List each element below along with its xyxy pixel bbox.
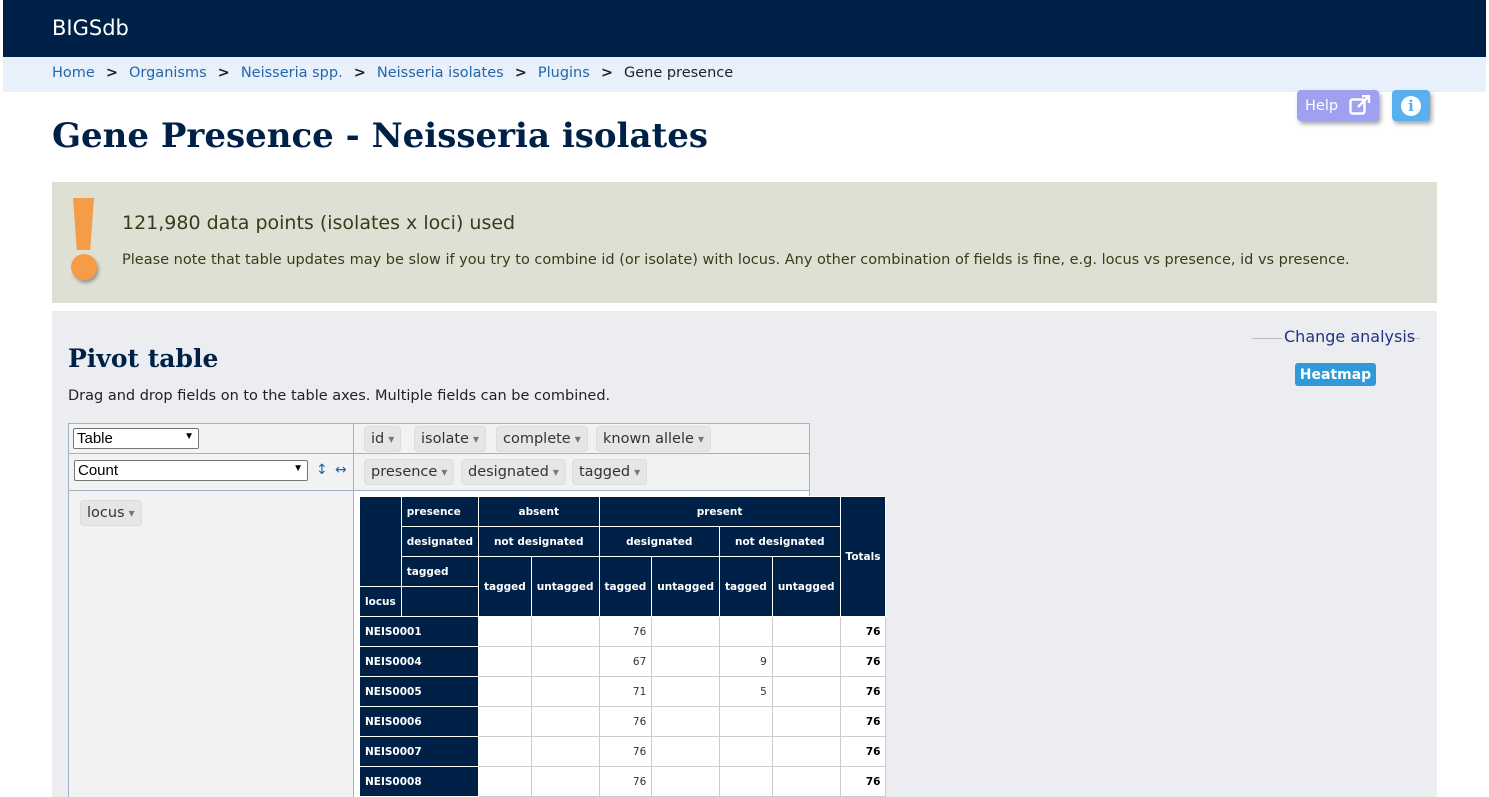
col-attr-designated: designated	[401, 527, 478, 557]
table-cell[interactable]	[652, 617, 720, 647]
field-chip-isolate[interactable]: isolate ▾	[414, 426, 486, 452]
help-label: Help	[1305, 97, 1339, 114]
col-label-untagged[interactable]: untagged	[652, 557, 720, 617]
col-label-tagged[interactable]: tagged	[599, 557, 652, 617]
chevron-down-icon: ▼	[293, 463, 303, 474]
row-fields-area[interactable]	[68, 490, 354, 797]
table-cell[interactable]	[531, 737, 599, 767]
exclamation-icon	[70, 198, 100, 278]
renderer-value: Table	[77, 430, 113, 447]
row-attr-locus: locus	[360, 587, 402, 617]
breadcrumb-neisseria-isolates[interactable]: Neisseria isolates	[376, 65, 504, 81]
table-row	[360, 707, 886, 737]
aggregator-cell	[68, 453, 354, 491]
breadcrumb	[52, 65, 733, 81]
table-cell[interactable]	[531, 707, 599, 737]
row-attr-spacer	[401, 587, 478, 617]
col-group-absent[interactable]: absent	[479, 497, 600, 527]
breadcrumb-home[interactable]: Home	[52, 65, 95, 81]
table-cell[interactable]	[652, 707, 720, 737]
table-cell[interactable]: 76	[599, 707, 652, 737]
external-link-icon	[1349, 95, 1371, 119]
row-total[interactable]: 76	[840, 647, 886, 677]
row-label[interactable]: NEIS0004	[360, 647, 479, 677]
table-cell[interactable]: 9	[720, 647, 773, 677]
table-row	[360, 767, 886, 797]
warning-box	[52, 182, 1437, 303]
table-cell[interactable]	[479, 647, 532, 677]
breadcrumb-separator: >	[217, 65, 230, 81]
row-sort-icon[interactable]: ↕	[316, 462, 328, 478]
row-total[interactable]: 76	[840, 617, 886, 647]
pivot-panel	[52, 311, 1437, 797]
change-analysis-label: Change analysis	[1284, 327, 1416, 346]
table-cell[interactable]	[720, 617, 773, 647]
table-row	[360, 677, 886, 707]
table-cell[interactable]	[531, 647, 599, 677]
table-row	[360, 617, 886, 647]
field-chip-tagged[interactable]: tagged ▾	[572, 459, 647, 485]
dropdown-triangle-icon: ▾	[634, 465, 641, 479]
table-cell[interactable]	[652, 677, 720, 707]
breadcrumb-separator: >	[514, 65, 527, 81]
page-title: Gene Presence - Neisseria isolates	[52, 116, 708, 156]
table-cell[interactable]	[479, 677, 532, 707]
table-cell[interactable]	[720, 707, 773, 737]
table-cell[interactable]	[531, 617, 599, 647]
col-group-present[interactable]: present	[599, 497, 840, 527]
table-cell[interactable]	[652, 767, 720, 797]
col-sort-icon[interactable]: ↔	[335, 462, 347, 478]
aggregator-value: Count	[78, 462, 119, 479]
col-group-designated[interactable]: designated	[599, 527, 720, 557]
table-cell[interactable]: 71	[599, 677, 652, 707]
table-cell[interactable]	[772, 677, 840, 707]
row-label[interactable]: NEIS0006	[360, 707, 479, 737]
warning-title: 121,980 data points (isolates x loci) used	[122, 212, 516, 234]
unused-fields-area[interactable]	[353, 423, 810, 454]
table-cell[interactable]	[652, 647, 720, 677]
field-chip-locus[interactable]: locus ▾	[80, 500, 142, 526]
table-cell[interactable]	[531, 767, 599, 797]
table-cell[interactable]	[479, 737, 532, 767]
breadcrumb-plugins[interactable]: Plugins	[537, 65, 590, 81]
chevron-down-icon: ▼	[184, 431, 194, 442]
top-bar	[3, 0, 1486, 57]
table-cell[interactable]	[772, 737, 840, 767]
brand-logo[interactable]: BIGSdb	[52, 16, 129, 40]
dropdown-triangle-icon: ▾	[441, 465, 448, 479]
breadcrumb-separator: >	[105, 65, 118, 81]
table-cell[interactable]	[772, 617, 840, 647]
info-icon: i	[1401, 96, 1421, 116]
row-label[interactable]: NEIS0008	[360, 767, 479, 797]
row-total[interactable]: 76	[840, 677, 886, 707]
dropdown-triangle-icon: ▾	[574, 432, 581, 446]
breadcrumb-separator: >	[600, 65, 613, 81]
renderer-select[interactable]	[73, 428, 199, 449]
row-label[interactable]: NEIS0005	[360, 677, 479, 707]
breadcrumb-bar	[3, 57, 1486, 92]
table-cell[interactable]: 5	[720, 677, 773, 707]
dropdown-triangle-icon: ▾	[388, 432, 395, 446]
row-label[interactable]: NEIS0007	[360, 737, 479, 767]
row-total[interactable]: 76	[840, 707, 886, 737]
field-chip-presence[interactable]: presence ▾	[364, 459, 454, 485]
pivot-table	[359, 496, 886, 797]
totals-header: Totals	[840, 497, 886, 617]
warning-text: Please note that table updates may be slow if you try to combine id (or isolate) with locus. Any other combination of fields is fine, e.g. locus vs presence, id vs presence.	[122, 252, 1350, 268]
column-fields-area[interactable]	[353, 453, 810, 491]
breadcrumb-current: Gene presence	[623, 65, 734, 81]
aggregator-select[interactable]	[74, 460, 308, 481]
renderer-cell	[68, 423, 354, 454]
breadcrumb-separator: >	[353, 65, 366, 81]
dropdown-triangle-icon: ▾	[128, 506, 135, 520]
heatmap-button[interactable]: Heatmap	[1295, 363, 1376, 386]
field-chip-known-allele[interactable]: known allele ▾	[596, 426, 711, 452]
table-cell[interactable]	[479, 617, 532, 647]
help-button[interactable]	[1297, 90, 1379, 121]
col-label-tagged[interactable]: tagged	[479, 557, 532, 617]
field-chip-complete[interactable]: complete ▾	[496, 426, 588, 452]
col-attr-tagged: tagged	[401, 557, 478, 587]
pivot-ui	[68, 423, 881, 797]
row-total[interactable]: 76	[840, 737, 886, 767]
breadcrumb-organisms[interactable]: Organisms	[128, 65, 207, 81]
table-cell[interactable]	[479, 767, 532, 797]
corner-cell	[360, 497, 402, 587]
table-cell[interactable]: 76	[599, 767, 652, 797]
table-cell[interactable]: 67	[599, 647, 652, 677]
table-cell[interactable]	[772, 767, 840, 797]
col-group-not-designated[interactable]: not designated	[720, 527, 841, 557]
table-cell[interactable]	[772, 707, 840, 737]
col-label-untagged[interactable]: untagged	[772, 557, 840, 617]
dropdown-triangle-icon: ▾	[552, 465, 559, 479]
col-label-tagged[interactable]: tagged	[720, 557, 773, 617]
table-cell[interactable]: 76	[599, 617, 652, 647]
table-cell[interactable]	[720, 737, 773, 767]
col-group-not-designated[interactable]: not designated	[479, 527, 600, 557]
field-chip-id[interactable]: id ▾	[364, 426, 401, 452]
table-row	[360, 737, 886, 767]
row-label[interactable]: NEIS0001	[360, 617, 479, 647]
table-cell[interactable]	[772, 647, 840, 677]
table-row	[360, 647, 886, 677]
table-cell[interactable]: 76	[599, 737, 652, 767]
row-total[interactable]: 76	[840, 767, 886, 797]
dropdown-triangle-icon: ▾	[697, 432, 704, 446]
info-button[interactable]	[1392, 90, 1430, 121]
pivot-description: Drag and drop fields on to the table axes. Multiple fields can be combined.	[68, 388, 611, 404]
dropdown-triangle-icon: ▾	[472, 432, 480, 446]
col-attr-presence: presence	[401, 497, 478, 527]
table-cell[interactable]	[531, 677, 599, 707]
field-chip-designated[interactable]: designated ▾	[461, 459, 566, 485]
table-cell[interactable]	[479, 707, 532, 737]
col-label-untagged[interactable]: untagged	[531, 557, 599, 617]
pivot-title: Pivot table	[68, 344, 219, 373]
table-cell[interactable]	[652, 737, 720, 767]
table-cell[interactable]	[720, 767, 773, 797]
breadcrumb-neisseria-spp[interactable]: Neisseria spp.	[240, 65, 343, 81]
